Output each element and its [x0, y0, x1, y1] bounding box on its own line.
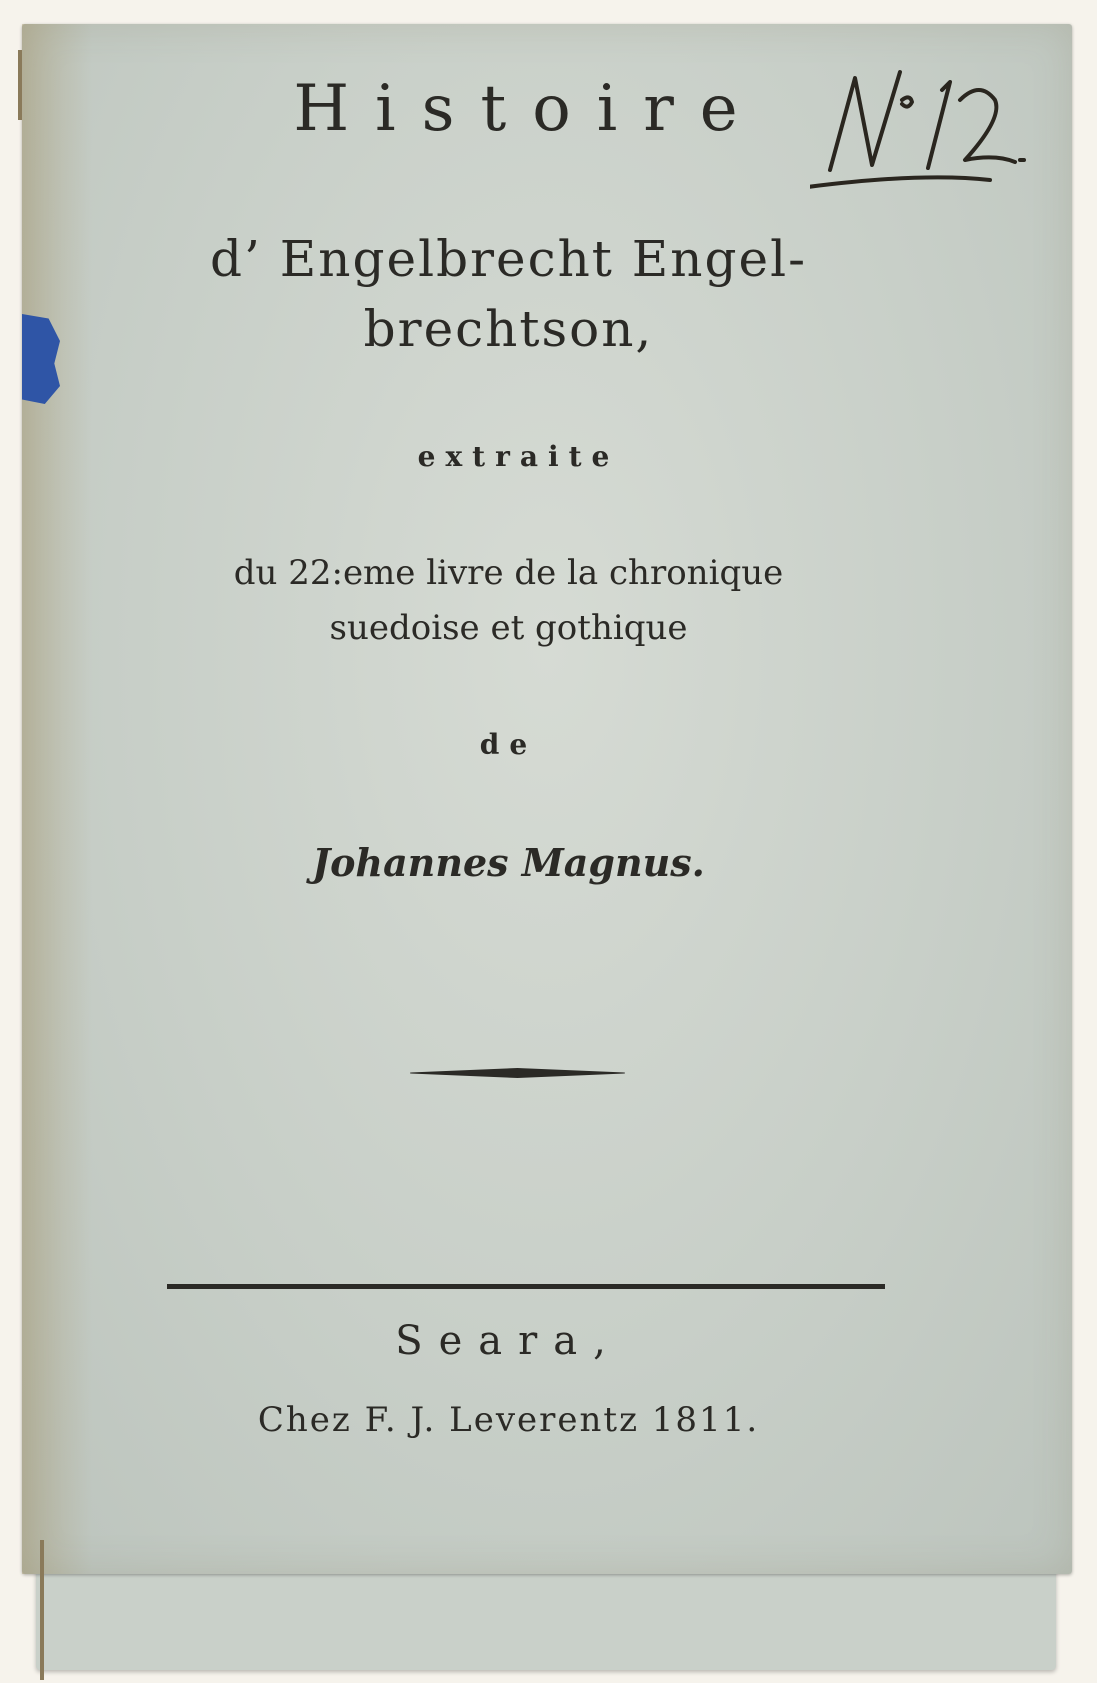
book-title: Histoire [293, 72, 764, 146]
subtitle-line-2: brechtson, [363, 300, 654, 358]
description-line-2: suedoise et gothique [329, 608, 688, 648]
de-label: de [479, 728, 538, 761]
publisher-imprint: Chez F. J. Leverentz 1811. [257, 1400, 760, 1440]
subtitle-line-1: d’ Engelbrecht Engel- [210, 230, 807, 288]
extraite-label: extraite [417, 440, 620, 473]
author-name: Johannes Magnus. [312, 840, 705, 885]
horizontal-rule [167, 1284, 885, 1289]
binding-thread [40, 1540, 44, 1680]
place-of-publication: Seara, [395, 1318, 622, 1364]
description-line-1: du 22:eme livre de la chronique [233, 553, 784, 593]
back-cover-sheet [36, 1560, 1056, 1670]
